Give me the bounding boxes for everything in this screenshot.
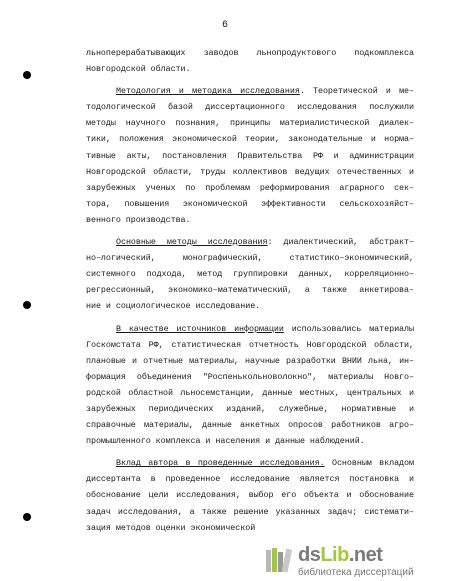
binder-hole-middle [23, 301, 31, 309]
logo-text: dsLib.net [298, 544, 383, 566]
paragraph-continuation: льноперерабатывающих заводов льнопродуктового подкомплекса Новгородской области. [86, 48, 414, 75]
book-stack-icon [264, 546, 294, 574]
document-body [86, 45, 414, 536]
section-heading-methodology: Методология и методика исследования [116, 86, 300, 97]
paragraph-contribution: Вклад автора в проведенные исследования. Основным вкладом диссертанта в проведенное исследование является постановка и обоснование цели исследования, выбор его объекта и обоснование задач исследования, а также решение указанных задач; системати– зация методов оценки экономической [86, 458, 414, 533]
logo-subtitle: библиотека диссертаций [298, 567, 414, 578]
section-heading-methods: Основные методы исследования [116, 237, 268, 248]
page-number: 6 [221, 20, 228, 31]
dslib-watermark [262, 543, 442, 577]
paragraph-methodology: Методология и методика исследования. Теоретической и ме– тодологической базой диссертационного исследования послужили методы научного познания, принципы материалистической диалек– тики, положения экономической теории, законодательные и норма– тивные акты, постановления Правительства РФ и администрации Новгородской области, труды коллективов ведущих отечественных и зарубежных ученых по проблемам реформирования аграрного сек– тора, повышения экономической эффективности сельскохозяйст– венного производства. [86, 86, 414, 225]
section-heading-contribution: Вклад автора в проведенные исследования. [116, 458, 325, 469]
binder-hole-bottom [23, 513, 31, 521]
paragraph-methods: Основные методы исследования: диалектический, абстракт– но–логический, монографический, статистико–экономический, системного подхода, метод группировки данных, корреляционно– регрессионный, экономико–математический, а также анкетирова– ние и социологическое исследование. [86, 237, 414, 312]
paragraph-sources: В качестве источников информации использовались материалы Госкомстата РФ, статистическая отчетность Новгородской области, плановые и отчетные материалы, научные разработки ВНИИ льна, ин– формация объединения "Роспенькольноволокно", материалы Новго– родской областной льносемстанции, данные местных, центральных и зарубежных периодических изданий, служебные, нормативные и справочные материалы, данные анкетных опросов работников агро– промышленного комплекса и населения и данные наблюдений. [86, 323, 414, 447]
binder-hole-top [23, 71, 31, 79]
section-heading-sources: В качестве источников информации [116, 323, 284, 334]
